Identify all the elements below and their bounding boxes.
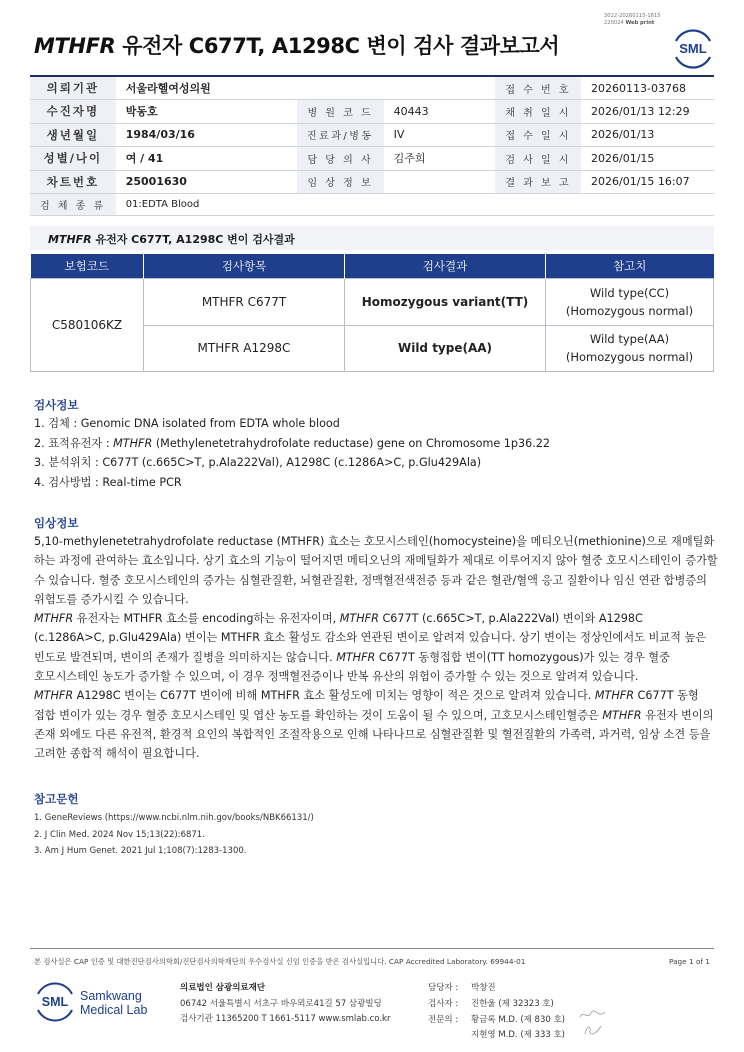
sml-logo-icon	[672, 27, 714, 69]
info-label: 접 수 일 시	[495, 123, 581, 147]
info-value: 40443	[384, 100, 496, 124]
specimen-label: 검 체 종 류	[30, 194, 116, 216]
test-info-line: 3. 분석위치 : C677T (c.665C>T, p.Ala222Val), A1298C (c.1286A>C, p.Glu429Ala)	[34, 456, 482, 470]
info-label: 성별/나이	[30, 147, 116, 171]
result-table	[30, 254, 714, 372]
svg-text:SML: SML	[41, 995, 69, 1009]
info-value: IV	[384, 123, 496, 147]
info-value: 25001630	[116, 170, 297, 194]
clinical-info-heading: 임상정보	[34, 516, 79, 530]
svg-text:Samkwang: Samkwang	[80, 989, 142, 1003]
test-result-cell: Homozygous variant(TT)	[345, 278, 546, 325]
staff-row: 전문의 : 황금록 M.D. (제 830 호)	[428, 1014, 566, 1025]
info-label: 임 상 정 보	[297, 170, 384, 194]
reference-item: 2. J Clin Med. 2024 Nov 15;13(22):6871.	[34, 829, 205, 840]
svg-text:Medical Lab: Medical Lab	[80, 1003, 148, 1017]
reference-item: 1. GeneReviews (https://www.ncbi.nlm.nih.gov/books/NBK66131/)	[34, 813, 314, 823]
info-value: 2026/01/15	[581, 147, 714, 171]
title-rest: 유전자 C677T, A1298C 변이 검사 결과보고서	[115, 34, 560, 58]
specimen-row	[30, 194, 714, 216]
info-value: 1984/03/16	[116, 123, 297, 147]
info-value: 20260113-03768	[581, 76, 714, 100]
info-label: 수진자명	[30, 100, 116, 124]
info-label: 의뢰기관	[30, 76, 116, 100]
info-value: 여 / 41	[116, 147, 297, 171]
info-label: 결 과 보 고	[495, 170, 581, 194]
info-row	[30, 147, 714, 171]
staff-info	[428, 981, 565, 1044]
info-label: 차트번호	[30, 170, 116, 194]
info-row	[30, 170, 714, 194]
info-label: 병 원 코 드	[297, 100, 384, 124]
info-label: 검 사 일 시	[495, 147, 581, 171]
header-test-result: 검사결과	[345, 254, 546, 278]
test-item-cell: MTHFR A1298C	[144, 325, 345, 371]
info-value: 서울라헬여성의원	[116, 76, 496, 100]
header-test-item: 검사항목	[144, 254, 345, 278]
print-id	[604, 13, 661, 26]
reference-cell: Wild type(CC) (Homozygous normal)	[546, 278, 714, 325]
info-label: 채 취 일 시	[495, 100, 581, 124]
patient-info-table	[30, 75, 714, 216]
print-id-line2: 220024 Web print	[604, 19, 655, 26]
page-title	[34, 30, 559, 60]
test-info-line: 2. 표적유전자 : MTHFR (Methylenetetrahydrofolate reductase) gene on Chromosome 1p36.22	[34, 436, 551, 450]
footer-accreditation: 본 검사실은 CAP 인증 및 대한진단검사의학회/진단검사의학재단의 우수검사실 신임 인증을 받은 검사실입니다. CAP Accredited Laboratory. 69944-01	[34, 957, 526, 966]
test-info-line: 1. 검체 : Genomic DNA isolated from EDTA whole blood	[34, 417, 340, 430]
clinical-info-body: 5,10-methylenetetrahydrofolate reductase (MTHFR) 효소는 호모시스테인(homocysteine)을 메티오닌(methionine)으로 재메틸화 하는 과정에 관여하는 효소입니다. 상기 효소의 기능이 떨어지면 메티오닌의 재메틸화가 제대로 이루어지지 않아 혈중 호모시스테인이 증가할 수 있습니다. 혈중 호모시스테인의 증가는 심혈관질환, 뇌혈관질환, 정맥혈전색전증 등과 같은 혈관/혈액 응고 질환이나 임신 연관 합병증의 위험도를 증가시킬 수 있습니다. MTHFR 유전자는 MTHFR 효소를 encoding하는 유전자이며, MTHFR C677T (c.665C>T, p.Ala222Val) 변이와 A1298C (c.1286A>C, p.Glu429Ala) 변이는 MTHFR 효소 활성도 감소와 연관된 변이로 알려져 있습니다. 상기 변이는 정상인에서도 비교적 높은 빈도로 발견되며, 변이의 존재가 질병을 의미하지는 않습니다. MTHFR C677T 동형접합 변이(TT homozygous)가 있는 경우 혈중 호모시스테인 농도가 증가할 수 있으며, 이 경우 정맥혈전증이나 반복 유산의 위험이 증가할 수 있는 것으로 알려져 있습니다. MTHFR A1298C 변이는 C677T 변이에 비해 MTHFR 효소 활성도에 미치는 영향이 적은 것으로 알려져 있습니다. MTHFR C677T 동형 접합 변이가 있는 경우 혈중 호모시스테인 및 엽산 농도를 확인하는 것이 도움이 될 수 있으며, 고호모시스테인혈증은 MTHFR 유전자 변이의 존재 외에도 다른 유전적, 환경적 요인의 복합적인 조절작용으로 인해 나타나므로 심혈관질환 및 혈전질환의 가족력, 과거력, 임상 소견 등을 고려한 종합적 해석이 필요합니다.	[34, 535, 718, 761]
info-value: 2026/01/13	[581, 123, 714, 147]
svg-text:SML: SML	[679, 41, 707, 56]
print-id-line1: 3022-20260115-1615	[604, 13, 661, 19]
reference-cell: Wild type(AA) (Homozygous normal)	[546, 325, 714, 371]
table-row	[31, 278, 714, 325]
test-info-line: 4. 검사방법 : Real-time PCR	[34, 475, 182, 489]
info-value: 김주희	[384, 147, 496, 171]
result-section-title: MTHFR 유전자 C677T, A1298C 변이 검사결과	[30, 226, 714, 250]
sml-company-logo-icon	[36, 980, 156, 1022]
info-label: 담 당 의 사	[297, 147, 384, 171]
info-value: 2026/01/15 16:07	[581, 170, 714, 194]
signature-2-icon	[582, 1023, 604, 1037]
header-insurance-code: 보험코드	[31, 254, 144, 278]
header-reference: 참고치	[546, 254, 714, 278]
page-number: Page 1 of 1	[669, 957, 710, 966]
signature-1-icon	[578, 1008, 608, 1022]
reference-item: 3. Am J Hum Genet. 2021 Jul 1;108(7):1283-1300.	[34, 846, 247, 856]
corporation-info: 의료법인 삼광의료재단 06742 서울특별시 서초구 바우뫼로41길 57 삼광빌딩 검사기관 11365200 T 1661-5117 www.smlab.co.kr	[180, 983, 391, 1024]
info-row	[30, 123, 714, 147]
references-heading: 참고문헌	[34, 792, 79, 806]
info-row	[30, 100, 714, 124]
insurance-code-cell: C580106KZ	[31, 278, 144, 371]
info-value	[384, 170, 496, 194]
info-label: 생년월일	[30, 123, 116, 147]
specimen-value: 01:EDTA Blood	[116, 194, 714, 216]
info-label: 진료과/병동	[297, 123, 384, 147]
test-result-cell: Wild type(AA)	[345, 325, 546, 371]
info-row	[30, 76, 714, 100]
footer-divider	[30, 948, 714, 949]
staff-row: 지현영 M.D. (제 333 호)	[471, 1030, 566, 1041]
test-info-heading: 검사정보	[34, 398, 79, 412]
staff-row: 검사자 : 진한울 (제 32323 호)	[428, 998, 554, 1009]
info-value: 박동호	[116, 100, 297, 124]
info-value: 2026/01/13 12:29	[581, 100, 714, 124]
staff-row: 담당자 : 박창진	[428, 983, 496, 993]
test-info-body	[34, 414, 714, 492]
test-item-cell: MTHFR C677T	[144, 278, 345, 325]
references-list	[34, 810, 314, 860]
title-gene: MTHFR	[34, 34, 116, 58]
info-label: 접 수 번 호	[495, 76, 581, 100]
